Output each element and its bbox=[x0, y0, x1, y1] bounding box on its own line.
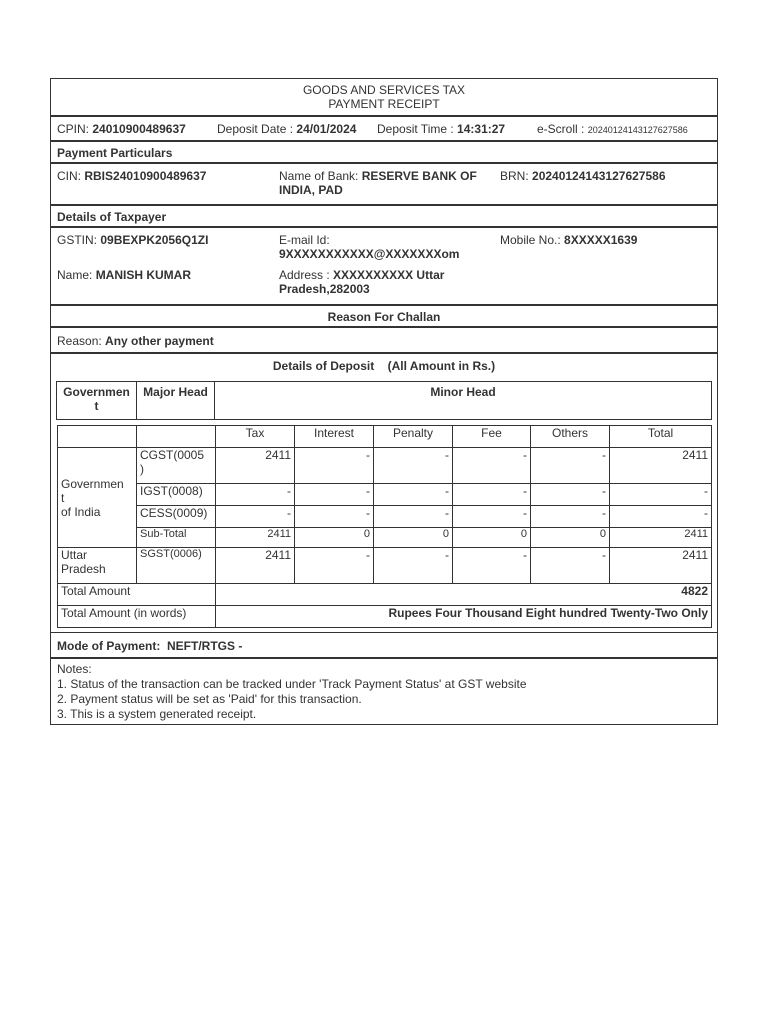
bank-label: Name of Bank: bbox=[279, 169, 359, 183]
cpin bbox=[57, 122, 186, 136]
igst-total: - bbox=[610, 484, 712, 506]
mode-label: Mode of Payment: bbox=[57, 639, 161, 653]
sgst-others: - bbox=[531, 548, 610, 584]
cess-interest: - bbox=[295, 506, 374, 528]
col-penalty: Penalty bbox=[374, 426, 453, 448]
deposit-head-table bbox=[56, 381, 712, 420]
brn bbox=[500, 169, 666, 183]
header-line2: PAYMENT RECEIPT bbox=[328, 97, 440, 111]
reason-value: Any other payment bbox=[105, 334, 214, 348]
deposit-note: (All Amount in Rs.) bbox=[387, 359, 496, 373]
taxpayer-heading bbox=[51, 206, 717, 228]
mode-of-payment bbox=[57, 639, 242, 653]
blank-cell bbox=[137, 426, 216, 448]
cgst-others: - bbox=[531, 448, 610, 484]
head-minor: Minor Head bbox=[215, 382, 712, 420]
challan-heading bbox=[51, 306, 717, 328]
col-others: Others bbox=[531, 426, 610, 448]
cin bbox=[57, 169, 206, 183]
payment-particulars-title: Payment Particulars bbox=[57, 146, 173, 160]
igst-tax: - bbox=[216, 484, 295, 506]
address bbox=[279, 268, 444, 296]
cpin-value: 24010900489637 bbox=[92, 122, 186, 136]
mobile-label: Mobile No.: bbox=[500, 233, 561, 247]
bank-line2: INDIA, PAD bbox=[279, 183, 343, 197]
deposit-heading bbox=[51, 354, 717, 378]
gov-india-cell: Governmen t of India bbox=[58, 448, 137, 548]
subtotal-tax: 2411 bbox=[216, 528, 295, 548]
col-fee: Fee bbox=[453, 426, 531, 448]
sgst-total: 2411 bbox=[610, 548, 712, 584]
notes bbox=[57, 662, 527, 722]
sgst-tax: 2411 bbox=[216, 548, 295, 584]
bank-line1: RESERVE BANK OF bbox=[361, 169, 477, 183]
table-row bbox=[58, 506, 712, 528]
brn-label: BRN: bbox=[500, 169, 529, 183]
total-words-label: Total Amount (in words) bbox=[58, 606, 216, 628]
col-interest: Interest bbox=[295, 426, 374, 448]
deposit-amount-table bbox=[57, 425, 712, 628]
challan-reason-row bbox=[51, 328, 717, 354]
mobile-value: 8XXXXX1639 bbox=[564, 233, 638, 247]
address-line1: XXXXXXXXXX Uttar bbox=[333, 268, 445, 282]
taxpayer-name bbox=[57, 268, 191, 282]
cgst-fee: - bbox=[453, 448, 531, 484]
deposit-time-label: Deposit Time : bbox=[377, 122, 454, 136]
table-row bbox=[58, 548, 712, 584]
cess-fee: - bbox=[453, 506, 531, 528]
deposit-date-label: Deposit Date : bbox=[217, 122, 294, 136]
total-amount-value: 4822 bbox=[216, 584, 712, 606]
blank-cell bbox=[58, 426, 137, 448]
deposit-time-value: 14:31:27 bbox=[457, 122, 506, 136]
total-amount-row bbox=[58, 584, 712, 606]
mobile bbox=[500, 233, 637, 247]
head-government: Governmen t bbox=[57, 382, 137, 420]
header-line1: GOODS AND SERVICES TAX bbox=[302, 83, 466, 97]
subtotal-fee: 0 bbox=[453, 528, 531, 548]
challan-reason bbox=[57, 334, 214, 348]
igst-others: - bbox=[531, 484, 610, 506]
mode-value: NEFT/RTGS - bbox=[167, 639, 243, 653]
cess-total: - bbox=[610, 506, 712, 528]
total-words-row bbox=[58, 606, 712, 628]
email-value: 9XXXXXXXXXXX@XXXXXXXom bbox=[279, 247, 460, 261]
state-cell: Uttar Pradesh bbox=[58, 548, 137, 584]
columns-row bbox=[58, 426, 712, 448]
deposit-title bbox=[51, 359, 717, 373]
subtotal-total: 2411 bbox=[610, 528, 712, 548]
head-major: Major Head bbox=[137, 382, 215, 420]
note-item: 1. Status of the transaction can be tracked under 'Track Payment Status' at GST website bbox=[57, 677, 527, 691]
receipt-header bbox=[51, 79, 717, 117]
cgst-head: CGST(0005 ) bbox=[137, 448, 216, 484]
name-label: Name: bbox=[57, 268, 93, 282]
reason-label: Reason: bbox=[57, 334, 102, 348]
note-item: 3. This is a system generated receipt. bbox=[57, 707, 257, 721]
note-item: 2. Payment status will be set as 'Paid' for this transaction. bbox=[57, 692, 362, 706]
subtotal-others: 0 bbox=[531, 528, 610, 548]
cpin-label: CPIN: bbox=[57, 122, 90, 136]
address-label: Address : bbox=[279, 268, 330, 282]
sgst-fee: - bbox=[453, 548, 531, 584]
deposit-title-text: Details of Deposit bbox=[272, 359, 375, 373]
escroll-value: 20240124143127627586 bbox=[587, 125, 688, 135]
cgst-total: 2411 bbox=[610, 448, 712, 484]
col-total: Total bbox=[610, 426, 712, 448]
payment-particulars-heading bbox=[51, 142, 717, 164]
cgst-penalty: - bbox=[374, 448, 453, 484]
subtotal-head: Sub-Total bbox=[137, 528, 216, 548]
sgst-interest: - bbox=[295, 548, 374, 584]
sgst-head: SGST(0006) bbox=[137, 548, 216, 584]
cin-label: CIN: bbox=[57, 169, 81, 183]
igst-fee: - bbox=[453, 484, 531, 506]
deposit-time bbox=[377, 122, 505, 136]
brn-value: 20240124143127627586 bbox=[532, 169, 666, 183]
cin-value: RBIS24010900489637 bbox=[84, 169, 207, 183]
col-tax: Tax bbox=[216, 426, 295, 448]
notes-section bbox=[51, 661, 717, 723]
payment-particulars-row bbox=[51, 164, 717, 206]
address-line2: Pradesh,282003 bbox=[279, 282, 370, 296]
gstin bbox=[57, 233, 208, 247]
total-amount-label: Total Amount bbox=[58, 584, 216, 606]
taxpayer-details bbox=[51, 228, 717, 306]
sgst-penalty: - bbox=[374, 548, 453, 584]
igst-penalty: - bbox=[374, 484, 453, 506]
cess-penalty: - bbox=[374, 506, 453, 528]
subtotal-penalty: 0 bbox=[374, 528, 453, 548]
email bbox=[279, 233, 459, 261]
payment-receipt bbox=[50, 78, 718, 725]
cgst-interest: - bbox=[295, 448, 374, 484]
bank-name bbox=[279, 169, 477, 197]
deposit-date-value: 24/01/2024 bbox=[296, 122, 357, 136]
name-value: MANISH KUMAR bbox=[95, 268, 192, 282]
notes-title: Notes: bbox=[57, 662, 92, 676]
subtotal-interest: 0 bbox=[295, 528, 374, 548]
table-row bbox=[58, 528, 712, 548]
igst-head: IGST(0008) bbox=[137, 484, 216, 506]
cess-others: - bbox=[531, 506, 610, 528]
gstin-value: 09BEXPK2056Q1ZI bbox=[100, 233, 209, 247]
table-row bbox=[58, 484, 712, 506]
total-words-value: Rupees Four Thousand Eight hundred Twenty-Two Only bbox=[216, 606, 712, 628]
escroll-label: e-Scroll : bbox=[537, 122, 585, 136]
taxpayer-title: Details of Taxpayer bbox=[57, 210, 167, 224]
summary-row bbox=[51, 117, 717, 142]
table-row bbox=[58, 448, 712, 484]
challan-title: Reason For Challan bbox=[327, 310, 441, 324]
mode-of-payment-row bbox=[51, 632, 717, 659]
cess-tax: - bbox=[216, 506, 295, 528]
email-label: E-mail Id: bbox=[279, 233, 330, 247]
cess-head: CESS(0009) bbox=[137, 506, 216, 528]
deposit-date bbox=[217, 122, 356, 136]
igst-interest: - bbox=[295, 484, 374, 506]
gstin-label: GSTIN: bbox=[57, 233, 98, 247]
cgst-tax: 2411 bbox=[216, 448, 295, 484]
escroll bbox=[537, 122, 688, 136]
